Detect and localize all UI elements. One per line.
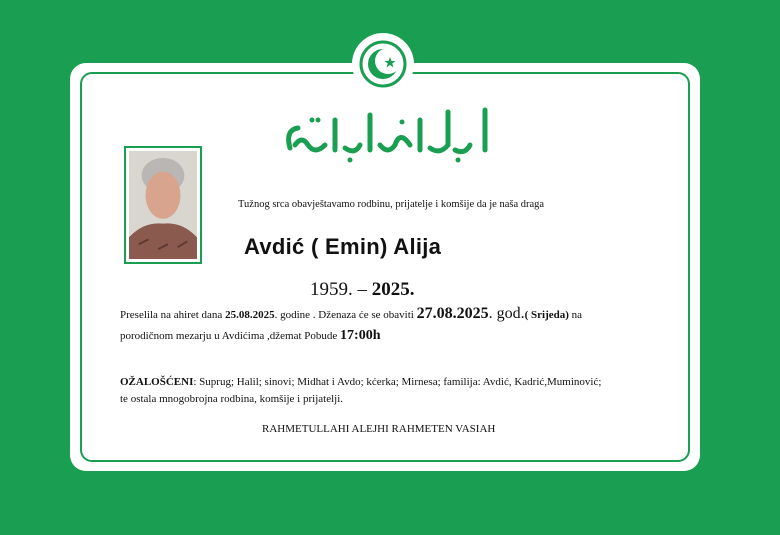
- birth-year: 1959.: [310, 279, 353, 300]
- funeral-location: porodičnom mezarju u Avdićima ,džemat Pobude: [120, 330, 341, 342]
- god-label: . god.: [488, 305, 525, 322]
- mourners-list: : Suprug; Halil; sinovi; Midhat i Avdo; kćerka; Mirnesa; familija: Avdić, Kadrić,Muminović;: [193, 376, 602, 388]
- na-label: na: [568, 309, 583, 321]
- portrait-frame: [124, 146, 202, 264]
- intro-text: Tužnog srca obavještavamo rodbinu, prijatelje i komšije da je naša draga: [238, 199, 545, 210]
- death-year: 2025.: [371, 279, 415, 300]
- mourners-line-1: [120, 376, 660, 388]
- died-date: 25.08.2025: [225, 309, 275, 321]
- portrait-photo: [129, 151, 197, 259]
- funeral-line-1: [120, 305, 660, 323]
- years-separator: –: [357, 279, 367, 300]
- funeral-line-2: [120, 328, 660, 344]
- mourners-label: OŽALOŠĆENI: [120, 376, 194, 388]
- died-prefix: Preselila na ahiret dana: [120, 309, 226, 321]
- years: [310, 279, 415, 301]
- arabic-calligraphy: [270, 100, 510, 170]
- deceased-name: Avdić ( Emin) Alija: [244, 234, 442, 259]
- funeral-time: 17:00h: [340, 328, 381, 343]
- funeral-date: 27.08.2025: [416, 305, 489, 322]
- crescent-star-icon: [352, 33, 414, 95]
- closing-prayer: RAHMETULLAHI ALEJHI RAHMETEN VASIAH: [262, 423, 496, 435]
- weekday: ( Srijeda): [524, 309, 569, 321]
- died-suffix: . godine . Dženaza će se obaviti: [274, 309, 417, 321]
- mourners-line-2: te ostala mnogobrojna rodbina, komšije i prijatelji.: [120, 393, 344, 405]
